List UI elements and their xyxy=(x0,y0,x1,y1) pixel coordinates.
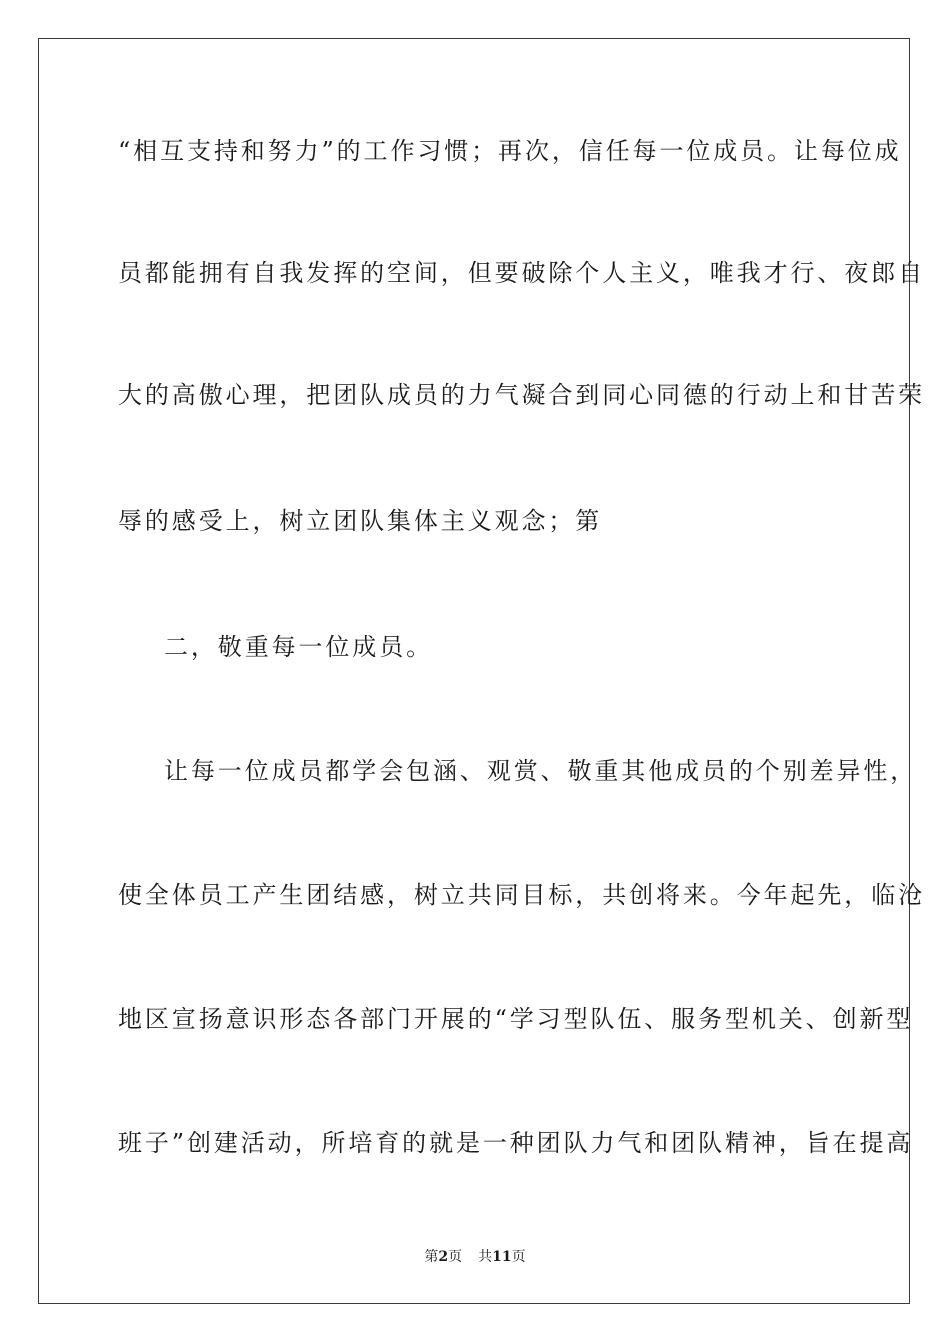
page-number: 2 xyxy=(438,1249,449,1265)
total-suffix: 页 xyxy=(511,1249,526,1265)
total-prefix: 共 xyxy=(478,1249,493,1265)
body-line-5: 二，敬重每一位成员。 xyxy=(164,633,433,661)
page-prefix: 第 xyxy=(424,1249,439,1265)
total-pages: 11 xyxy=(492,1249,512,1265)
body-line-9: 班子”创建活动，所培育的就是一种团队力气和团队精神，旨在提高 xyxy=(118,1129,914,1157)
page-border xyxy=(38,38,925,1304)
body-line-4: 辱的感受上，树立团队集体主义观念；第 xyxy=(118,507,603,535)
body-line-2: 员都能拥有自我发挥的空间，但要破除个人主义，唯我才行、夜郎自 xyxy=(118,259,925,287)
page-suffix: 页 xyxy=(448,1249,463,1265)
body-line-3: 大的高傲心理，把团队成员的力气凝合到同心同德的行动上和甘苦荣 xyxy=(118,381,925,409)
body-line-7: 使全体员工产生团结感，树立共同目标，共创将来。今年起先，临沧 xyxy=(118,881,925,909)
body-line-8: 地区宣扬意识形态各部门开展的“学习型队伍、服务型机关、创新型 xyxy=(118,1005,914,1033)
body-line-1: “相互支持和努力”的工作习惯；再次，信任每一位成员。让每位成 xyxy=(118,137,902,165)
page-footer xyxy=(0,1248,950,1266)
body-line-6: 让每一位成员都学会包涵、观赏、敬重其他成员的个别差异性， xyxy=(164,757,918,785)
